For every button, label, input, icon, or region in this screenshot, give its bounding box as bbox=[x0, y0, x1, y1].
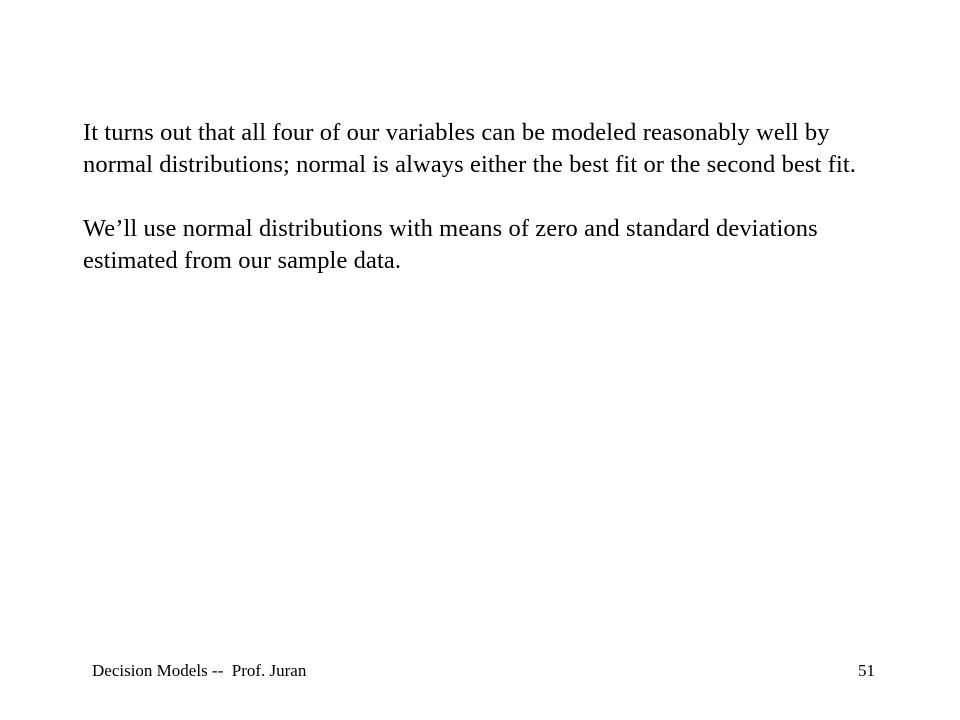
paragraph-normal-fit: It turns out that all four of our variables can be modeled reasonably well by normal distributions; normal is always either the best fit or the second best fit. bbox=[83, 119, 856, 178]
footer-course-label: Decision Models -- Prof. Juran bbox=[92, 661, 307, 680]
slide-body bbox=[83, 117, 903, 277]
slide-number: 51 bbox=[858, 661, 875, 680]
paragraph-distribution-parameters: We’ll use normal distributions with means of zero and standard deviations estimated from our sample data. bbox=[83, 215, 818, 274]
